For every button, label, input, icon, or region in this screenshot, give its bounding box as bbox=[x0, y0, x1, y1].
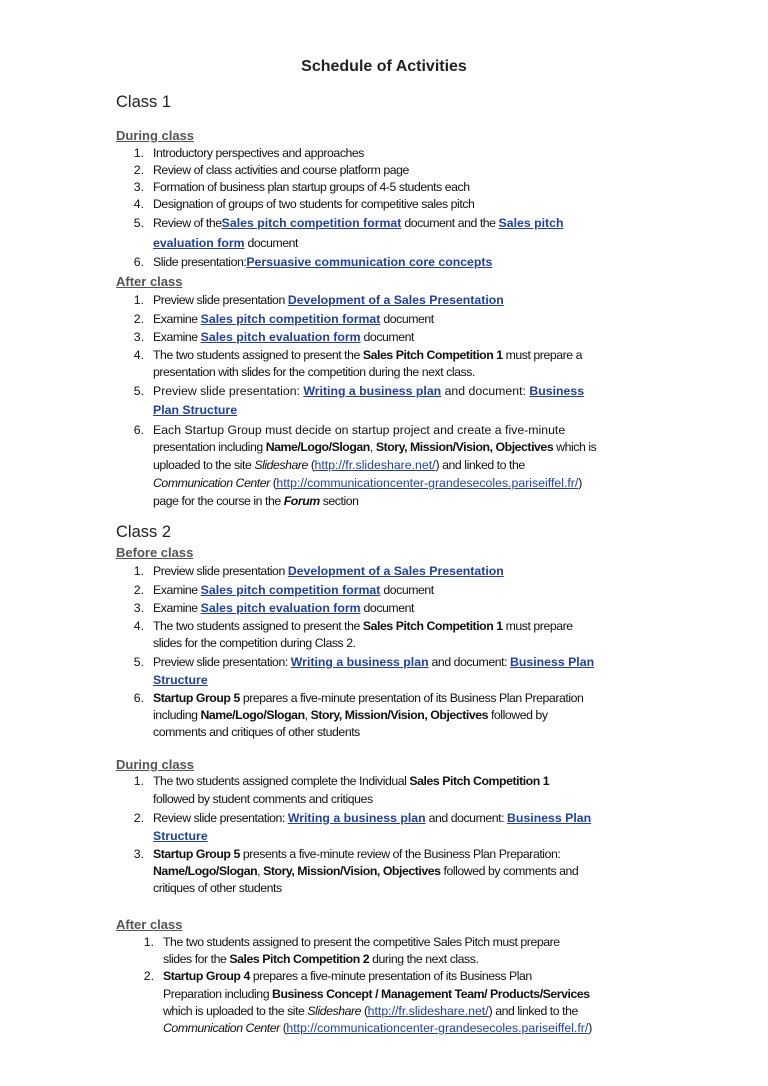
business-plan-structure-link[interactable]: Business Plan bbox=[510, 655, 595, 669]
list-number: 1. bbox=[143, 935, 154, 949]
slideshare-url-link[interactable]: http://fr.slideshare.net/ bbox=[367, 1004, 489, 1018]
business-plan-structure-link[interactable]: Business Plan bbox=[507, 811, 592, 825]
list-number: 6. bbox=[133, 255, 144, 269]
business-plan-structure-link[interactable]: Plan Structure bbox=[153, 403, 238, 417]
list-item bbox=[153, 330, 414, 344]
text: prepares a five-minute presentation of its Business Plan Preparation bbox=[239, 691, 584, 705]
text: ) and linked to the bbox=[488, 1004, 578, 1018]
page-title: Schedule of Activities bbox=[301, 58, 467, 75]
business-plan-link[interactable]: Writing a business plan bbox=[287, 811, 426, 825]
italic-text: Slideshare bbox=[307, 1004, 362, 1018]
list-number: 4. bbox=[133, 197, 144, 211]
text: and document: bbox=[425, 811, 508, 825]
text: Examine bbox=[153, 583, 198, 597]
list-number: 2. bbox=[133, 583, 144, 597]
italic-text: Communication Center bbox=[163, 1021, 280, 1035]
list-item bbox=[153, 847, 560, 861]
text: Examine bbox=[153, 330, 198, 344]
list-item: Formation of business plan startup groups of 4-5 students each bbox=[153, 180, 470, 194]
text: which is uploaded to the site bbox=[163, 1004, 308, 1018]
text: Examine bbox=[153, 312, 198, 326]
list-item bbox=[153, 619, 573, 633]
text: must prepare a bbox=[502, 348, 583, 362]
bold-text: Sales Pitch Competition 1 bbox=[362, 619, 503, 633]
text: presents a five-minute review of the Business Plan Preparation: bbox=[239, 847, 561, 861]
business-plan-structure-link[interactable]: Structure bbox=[153, 829, 208, 843]
text: Examine bbox=[153, 601, 198, 615]
text: during the next class. bbox=[369, 952, 479, 966]
bold-text: Startup Group 5 bbox=[153, 691, 240, 705]
text: , bbox=[304, 708, 311, 722]
text: ( bbox=[361, 1004, 368, 1018]
sales-presentation-link[interactable]: Development of a Sales Presentation bbox=[287, 564, 504, 578]
text: document bbox=[380, 583, 434, 597]
text: Preview slide presentation: bbox=[153, 384, 304, 398]
text: Review slide presentation: bbox=[153, 811, 288, 825]
list-item bbox=[153, 811, 591, 825]
list-item bbox=[153, 655, 594, 669]
bold-text: Story, Mission/Vision, Objectives bbox=[310, 708, 488, 722]
text: including bbox=[153, 708, 201, 722]
bold-text: Sales Pitch Competition 1 bbox=[409, 774, 550, 788]
business-plan-structure-link[interactable]: Structure bbox=[153, 673, 208, 687]
text: must prepare bbox=[502, 619, 573, 633]
text: The two students assigned complete the Individual bbox=[153, 774, 410, 788]
list-item: Introductory perspectives and approaches bbox=[153, 146, 364, 160]
text: prepares a five-minute presentation of its Business Plan bbox=[249, 969, 532, 983]
text: page for the course in the bbox=[153, 494, 284, 508]
list-item-cont bbox=[153, 494, 359, 508]
list-item bbox=[153, 774, 549, 788]
list-number: 2. bbox=[133, 163, 144, 177]
list-item bbox=[153, 348, 582, 362]
text: Review of the bbox=[153, 216, 222, 230]
italic-text: Communication Center bbox=[153, 476, 270, 490]
business-plan-link[interactable]: Writing a business plan bbox=[290, 655, 429, 669]
text: Preview slide presentation bbox=[153, 564, 285, 578]
list-item-cont bbox=[163, 952, 478, 966]
text: ( bbox=[269, 476, 277, 490]
list-item-cont bbox=[153, 440, 596, 454]
list-item-cont bbox=[163, 1021, 592, 1035]
list-item-cont bbox=[153, 458, 525, 472]
class-2-before-heading: Before class bbox=[116, 545, 194, 560]
text: The two students assigned to present the bbox=[153, 619, 363, 633]
list-item bbox=[153, 691, 583, 705]
text: followed by bbox=[487, 708, 548, 722]
list-item-cont bbox=[163, 1004, 578, 1018]
list-number: 6. bbox=[133, 423, 144, 437]
list-item-cont bbox=[153, 476, 582, 490]
text: Preview slide presentation bbox=[153, 293, 285, 307]
class-1-during-heading: During class bbox=[116, 128, 195, 143]
list-number: 2. bbox=[133, 312, 144, 326]
text: section bbox=[319, 494, 359, 508]
bold-text: Startup Group 5 bbox=[153, 847, 240, 861]
text: and document: bbox=[428, 655, 511, 669]
list-item bbox=[153, 255, 492, 269]
text: , bbox=[257, 864, 264, 878]
sales-pitch-format-link[interactable]: Sales pitch competition format bbox=[221, 216, 402, 230]
list-item-cont: slides for the competition during Class 2. bbox=[153, 636, 356, 650]
business-plan-structure-link[interactable]: Business bbox=[529, 384, 585, 398]
sales-pitch-format-link[interactable]: Sales pitch competition format bbox=[200, 312, 381, 326]
list-number: 3. bbox=[133, 847, 144, 861]
list-number: 4. bbox=[133, 348, 144, 362]
list-item-cont bbox=[163, 987, 590, 1001]
bold-text: Name/Logo/Slogan bbox=[265, 440, 370, 454]
list-item bbox=[153, 293, 504, 307]
bold-text: Sales Pitch Competition 2 bbox=[229, 952, 370, 966]
business-plan-link[interactable]: Writing a business plan bbox=[303, 384, 442, 398]
list-item bbox=[153, 601, 414, 615]
list-item: Each Startup Group must decide on startup project and create a five-minute bbox=[153, 423, 566, 437]
list-item: Designation of groups of two students for competitive sales pitch bbox=[153, 197, 475, 211]
class-1-heading: Class 1 bbox=[116, 93, 172, 111]
text: Preparation including bbox=[163, 987, 273, 1001]
communication-center-url-link[interactable]: http://communicationcenter-grandesecoles.pariseiffel.fr/ bbox=[286, 1021, 589, 1035]
list-item-cont: presentation with slides for the competition during the next class. bbox=[153, 365, 475, 379]
text: ) and linked to the bbox=[435, 458, 525, 472]
sales-pitch-evaluation-link[interactable]: Sales pitch evaluation form bbox=[200, 601, 361, 615]
class-2-heading: Class 2 bbox=[116, 523, 172, 541]
list-item-cont bbox=[153, 236, 298, 250]
text: ) bbox=[588, 1021, 592, 1035]
list-item-cont: followed by student comments and critiques bbox=[153, 792, 373, 806]
communication-center-url-link[interactable]: http://communicationcenter-grandesecoles.pariseiffel.fr/ bbox=[276, 476, 579, 490]
list-number: 3. bbox=[133, 180, 144, 194]
list-item-cont bbox=[153, 708, 548, 722]
sales-pitch-evaluation-link[interactable]: evaluation form bbox=[153, 236, 245, 250]
text: document bbox=[360, 330, 414, 344]
list-item: The two students assigned to present the competitive Sales Pitch must prepare bbox=[163, 935, 560, 949]
list-number: 5. bbox=[133, 655, 144, 669]
text: document bbox=[244, 236, 298, 250]
text: followed by comments and bbox=[440, 864, 579, 878]
list-item bbox=[153, 312, 434, 326]
sales-pitch-format-link[interactable]: Sales pitch competition format bbox=[200, 583, 381, 597]
list-number: 1. bbox=[133, 293, 144, 307]
text: document bbox=[360, 601, 414, 615]
list-item bbox=[153, 384, 584, 398]
list-item bbox=[163, 969, 532, 983]
list-number: 1. bbox=[133, 564, 144, 578]
text: and document: bbox=[441, 384, 530, 398]
slideshare-url-link[interactable]: http://fr.slideshare.net/ bbox=[314, 458, 436, 472]
bold-text: Name/Logo/Slogan bbox=[153, 864, 258, 878]
list-number: 1. bbox=[133, 774, 144, 788]
sales-presentation-link[interactable]: Development of a Sales Presentation bbox=[287, 293, 504, 307]
list-item bbox=[153, 216, 563, 230]
list-number: 4. bbox=[133, 619, 144, 633]
text: document and the bbox=[401, 216, 496, 230]
sales-pitch-evaluation-link[interactable]: Sales pitch evaluation form bbox=[200, 330, 361, 344]
list-item-cont bbox=[153, 829, 208, 843]
list-number: 5. bbox=[133, 384, 144, 398]
class-2-after-heading: After class bbox=[116, 917, 183, 932]
text: Slide presentation: bbox=[153, 255, 247, 269]
list-item bbox=[153, 583, 434, 597]
text: The two students assigned to present the bbox=[153, 348, 363, 362]
text: Preview slide presentation: bbox=[153, 655, 291, 669]
list-item-cont bbox=[153, 673, 208, 687]
bold-italic-text: Forum bbox=[283, 494, 320, 508]
list-number: 6. bbox=[133, 691, 144, 705]
bold-text: Sales Pitch Competition 1 bbox=[362, 348, 503, 362]
list-number: 2. bbox=[143, 969, 154, 983]
bold-text: Story, Mission/Vision, Objectives bbox=[263, 864, 441, 878]
bold-text: Name/Logo/Slogan bbox=[200, 708, 305, 722]
list-number: 2. bbox=[133, 811, 144, 825]
persuasive-communication-link[interactable]: Persuasive communication core concepts bbox=[246, 255, 493, 269]
bold-text: Story, Mission/Vision, Objectives bbox=[375, 440, 554, 454]
list-item bbox=[153, 564, 504, 578]
list-item-cont bbox=[153, 403, 237, 417]
text: ( bbox=[307, 458, 315, 472]
text: ) bbox=[578, 476, 582, 490]
list-number: 5. bbox=[133, 216, 144, 230]
list-item: Review of class activities and course platform page bbox=[153, 163, 409, 177]
sales-pitch-evaluation-link[interactable]: Sales pitch bbox=[498, 216, 564, 230]
text: document bbox=[380, 312, 434, 326]
text: slides for the bbox=[163, 952, 230, 966]
bold-text: Business Concept / Management Team/ Products/Services bbox=[272, 987, 590, 1001]
text: presentation including bbox=[153, 440, 266, 454]
list-number: 3. bbox=[133, 330, 144, 344]
list-number: 3. bbox=[133, 601, 144, 615]
text: , bbox=[369, 440, 376, 454]
class-1-after-heading: After class bbox=[116, 274, 183, 289]
list-item-cont: critiques of other students bbox=[153, 881, 282, 895]
list-item-cont: comments and critiques of other students bbox=[153, 725, 360, 739]
italic-text: Slideshare bbox=[254, 458, 308, 472]
class-2-during-heading: During class bbox=[116, 757, 195, 772]
bold-text: Startup Group 4 bbox=[163, 969, 250, 983]
text: ( bbox=[279, 1021, 287, 1035]
list-item-cont bbox=[153, 864, 578, 878]
text: uploaded to the site bbox=[153, 458, 255, 472]
text: which is bbox=[553, 440, 597, 454]
list-number: 1. bbox=[133, 146, 144, 160]
